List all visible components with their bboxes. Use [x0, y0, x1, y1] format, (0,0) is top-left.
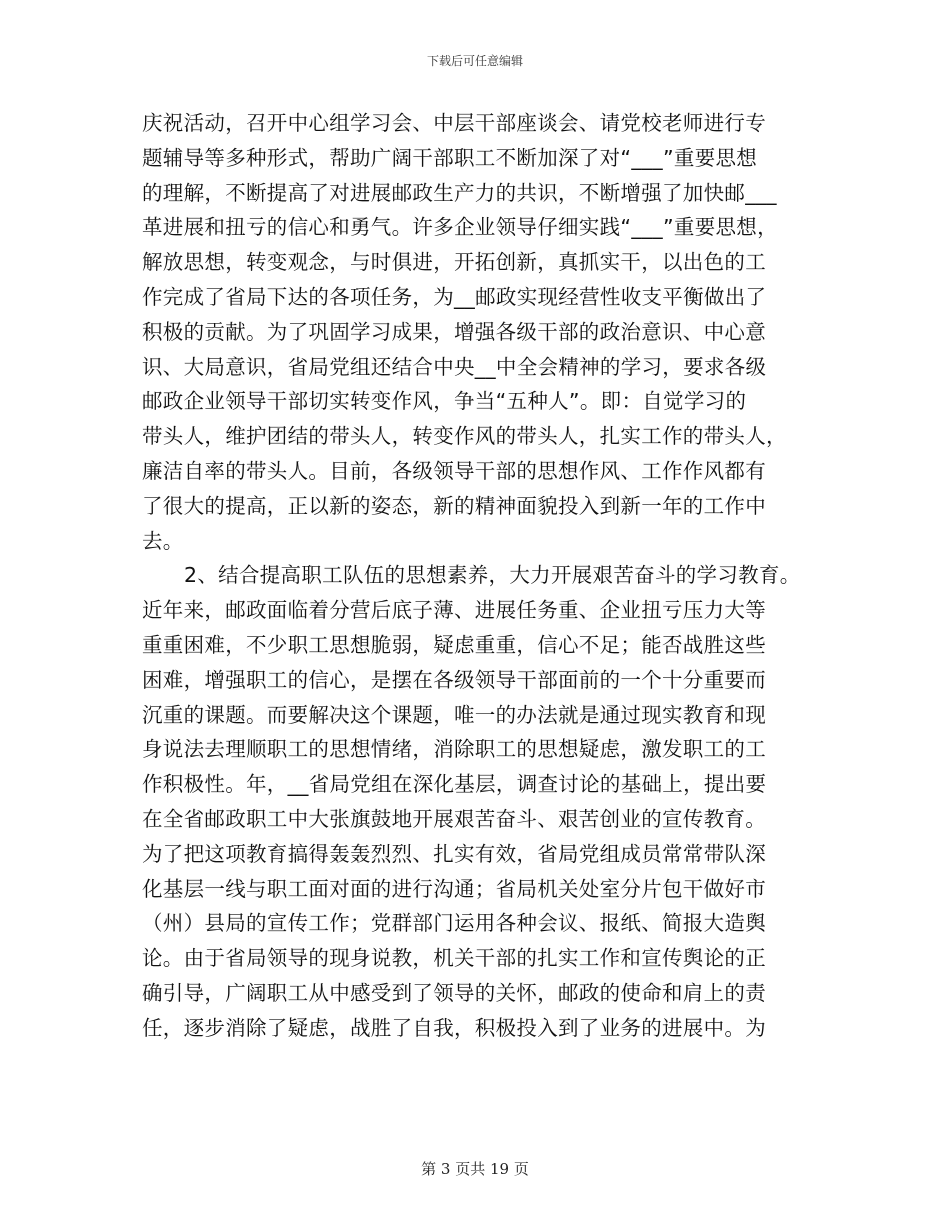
text-line: 邮政企业领导干部切实转变作风，争当“五种人”。即：自觉学习的	[142, 389, 747, 414]
document-body	[142, 106, 830, 1046]
text-line: 在全省邮政职工中大张旗鼓地开展艰苦奋斗、艰苦创业的宣传教育。	[142, 806, 766, 831]
text-line: 困难，增强职工的信心，是摆在各级领导干部面前的一个十分重要而	[142, 667, 766, 692]
text-line: 论。由于省局领导的现身说教，机关干部的扎实工作和宣传舆论的正	[142, 946, 766, 971]
text-line: 庆祝活动，召开中心组学习会、中层干部座谈会、请党校老师进行专	[142, 111, 766, 135]
text-line: 题辅导等多种形式，帮助广阔干部职工不断加深了对“___”重要思想	[142, 145, 758, 170]
page-number: 第 3 页共 19 页	[421, 1160, 529, 1178]
text-line: 带头人，维护团结的带头人，转变作风的带头人，扎实工作的带头人，	[142, 424, 787, 449]
text-line: 沉重的课题。而要解决这个课题，唯一的办法就是通过现实教育和现	[142, 702, 766, 727]
text-line: 任，逐步消除了疑虑，战胜了自我，积极投入到了业务的进展中。为	[142, 1015, 766, 1040]
text-line: 化基层一线与职工面对面的进行沟通；省局机关处室分片包干做好市	[142, 876, 766, 901]
text-line: （州）县局的宣传工作；党群部门运用各种会议、报纸、简报大造舆	[142, 911, 766, 936]
text-line: 识、大局意识，省局党组还结合中央__中全会精神的学习，要求各级	[142, 354, 767, 379]
text-line: 了很大的提高，正以新的姿态，新的精神面貌投入到新一年的工作中	[142, 493, 766, 518]
text-line: 确引导，广阔职工从中感受到了领导的关怀，邮政的使命和肩上的责	[142, 980, 766, 1005]
text-line: 为了把这项教育搞得轰轰烈烈、扎实有效，省局党组成员常常带队深	[142, 841, 766, 866]
text-line: 解放思想，转变观念，与时俱进，开拓创新，真抓实干，以出色的工	[142, 250, 766, 275]
text-line: 作完成了省局下达的各项任务，为__邮政实现经营性收支平衡做出了	[142, 284, 767, 309]
text-line: 身说法去理顺职工的思想情绪，消除职工的思想疑虑，激发职工的工	[142, 737, 766, 762]
text-line: 作积极性。年，__省局党组在深化基层，调查讨论的基础上，提出要	[142, 772, 767, 797]
text-line: 廉洁自率的带头人。目前，各级领导干部的思想作风、工作作风都有	[142, 458, 766, 483]
text-line: 革进展和扭亏的信心和勇气。许多企业领导仔细实践“___”重要思想，	[142, 215, 778, 240]
text-line: 去。	[142, 528, 184, 553]
page-header: 下载后可任意编辑	[426, 54, 523, 68]
text-line: 积极的贡献。为了巩固学习成果，增强各级干部的政治意识、中心意	[142, 319, 766, 344]
text-line: 近年来，邮政面临着分营后底子薄、进展任务重、企业扭亏压力大等	[142, 598, 766, 623]
paragraph-heading-line: 2、结合提高职工队伍的思想素养，大力开展艰苦奋斗的学习教育。	[184, 563, 801, 588]
text-line: 重重困难，不少职工思想脆弱，疑虑重重，信心不足；能否战胜这些	[142, 632, 766, 657]
text-line: 的理解，不断提高了对进展邮政生产力的共识，不断增强了加快邮___	[142, 180, 777, 205]
